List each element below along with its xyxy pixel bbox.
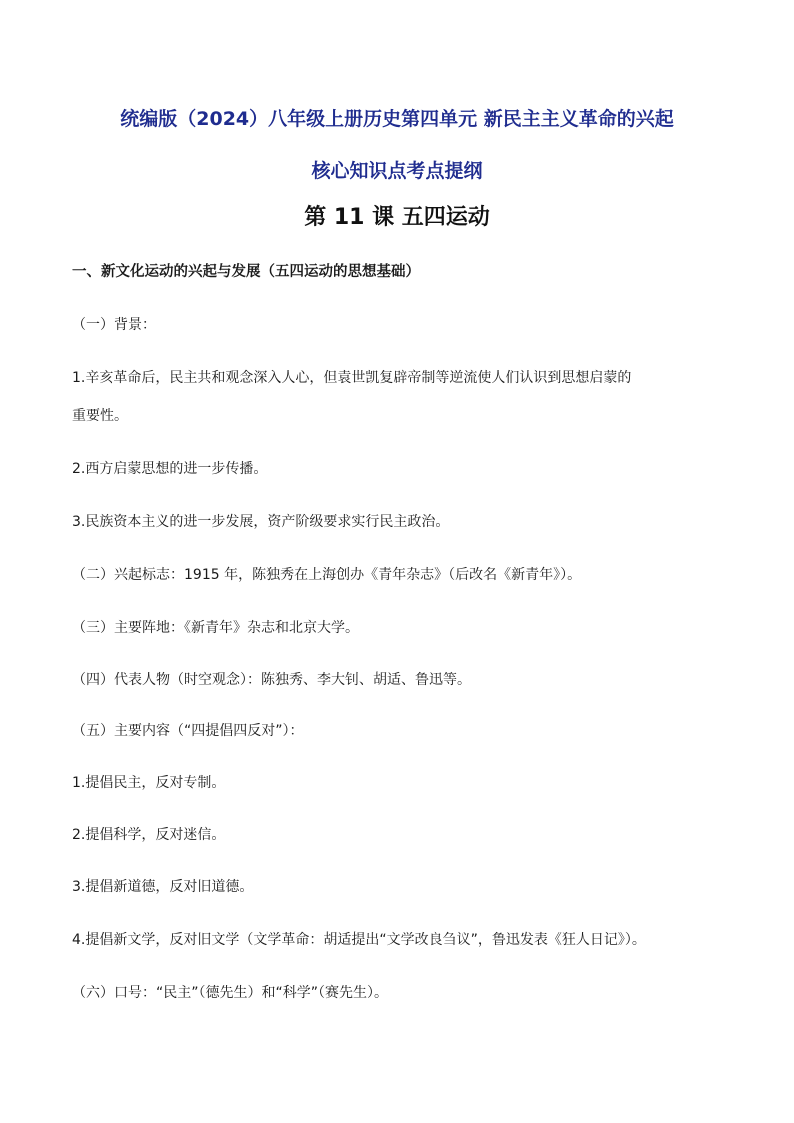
background-heading: （一）背景： xyxy=(72,317,156,333)
content-item-1: 1.提倡民主，反对专制。 xyxy=(72,775,226,791)
background-item-3: 3.民族资本主义的进一步发展，资产阶级要求实行民主政治。 xyxy=(72,514,450,530)
section-heading-new-culture-movement: 一、新文化运动的兴起与发展（五四运动的思想基础） xyxy=(72,264,420,280)
content-item-3: 3.提倡新道德，反对旧道德。 xyxy=(72,879,254,895)
content-item-2: 2.提倡科学，反对迷信。 xyxy=(72,827,226,843)
background-item-2: 2.西方启蒙思想的进一步传播。 xyxy=(72,461,268,477)
main-base-text: （三）主要阵地：《新青年》杂志和北京大学。 xyxy=(72,620,359,636)
background-item-1-line-2: 重要性。 xyxy=(72,408,128,424)
representative-figures-text: （四）代表人物（时空观念）：陈独秀、李大钊、胡适、鲁迅等。 xyxy=(72,672,471,688)
background-item-1-line-1: 1.辛亥革命后，民主共和观念深入人心，但袁世凯复辟帝制等逆流使人们认识到思想启蒙的 xyxy=(72,370,632,386)
document-title-line-1: 统编版（2024）八年级上册历史第四单元 新民主主义革命的兴起 xyxy=(120,108,674,130)
slogan-text: （六）口号：“民主”（德先生）和“科学”（赛先生）。 xyxy=(72,985,389,1001)
content-item-4: 4.提倡新文学，反对旧文学（文学革命：胡适提出“文学改良刍议”，鲁迅发表《狂人日记》）。 xyxy=(72,932,646,948)
rise-sign-text: （二）兴起标志：1915 年，陈独秀在上海创办《青年杂志》（后改名《新青年》）。 xyxy=(72,567,582,583)
main-content-heading: （五）主要内容（“四提倡四反对”）： xyxy=(72,723,304,739)
document-title-line-2: 核心知识点考点提纲 xyxy=(311,160,483,182)
lesson-title: 第 11 课 五四运动 xyxy=(304,205,490,230)
